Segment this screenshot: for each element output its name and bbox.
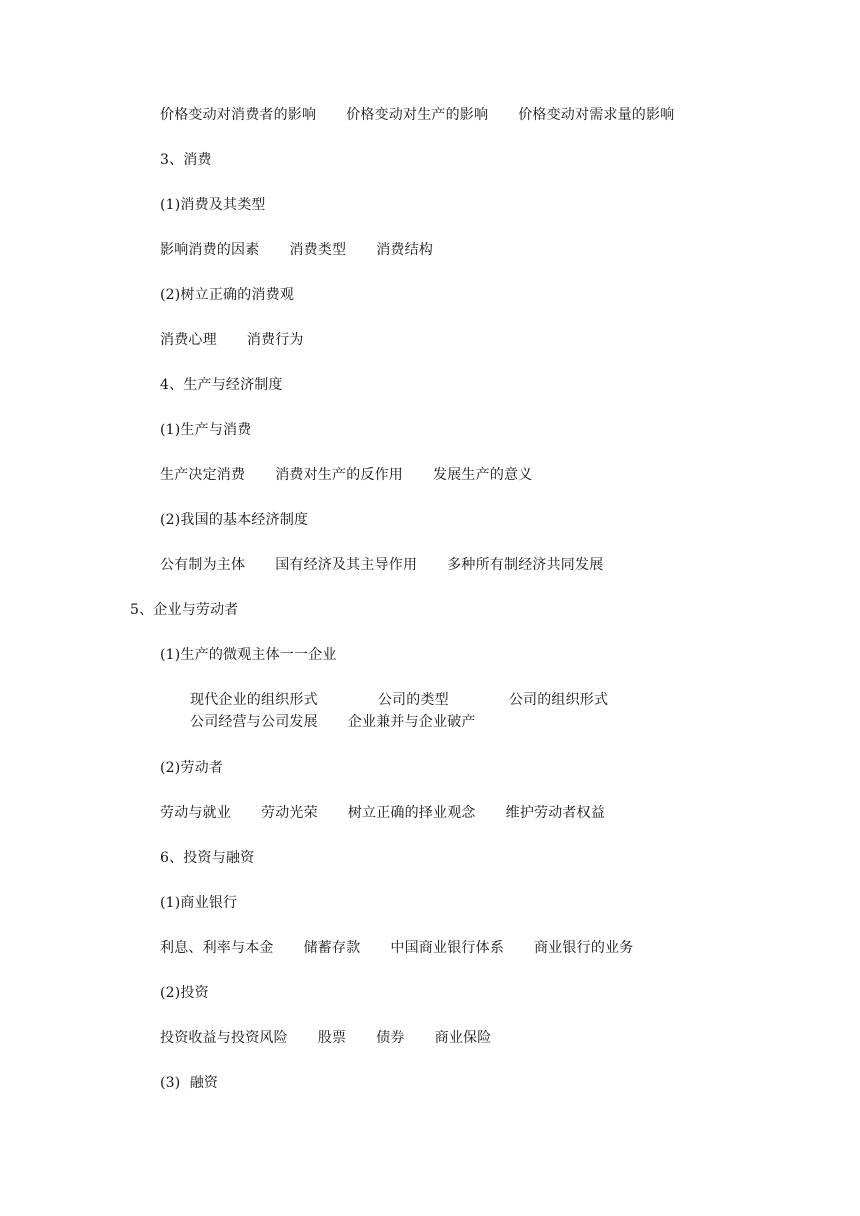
topic-item: 债券 [376, 1030, 405, 1046]
topic-item: 多种所有制经济共同发展 [447, 557, 604, 573]
consumption-topics-line [160, 240, 433, 260]
section-heading-production: 4、生产与经济制度 [160, 377, 283, 393]
topic-item: 劳动与就业 [160, 805, 231, 821]
topic-item: 消费心理 [160, 332, 217, 348]
subsection-heading: (2)投资 [160, 985, 209, 1001]
topic-item: 公有制为主体 [160, 557, 246, 573]
topic-item: 影响消费的因素 [160, 242, 260, 258]
topic-item: 公司的组织形式 [508, 692, 609, 708]
topic-item: 商业保险 [434, 1030, 492, 1046]
topic-item: 股票 [317, 1030, 347, 1046]
consumption-view-topics-line [160, 330, 304, 350]
subsection-heading: (3) 融资 [160, 1075, 219, 1091]
subsection-heading: (1)生产的微观主体一一企业 [160, 647, 337, 663]
price-change-topics-line [160, 105, 674, 125]
topic-item: 生产决定消费 [160, 467, 246, 483]
topic-item: 利息、利率与本金 [160, 940, 274, 956]
topic-item: 价格变动对生产的影响 [346, 107, 489, 123]
topic-item: 中国商业银行体系 [390, 940, 505, 956]
topic-item: 投资收益与投资风险 [160, 1030, 288, 1046]
subsection-heading: (1)生产与消费 [160, 422, 252, 438]
topic-item: 树立正确的择业观念 [347, 805, 476, 821]
topic-item: 维护劳动者权益 [505, 805, 606, 821]
enterprise-topics-line [130, 689, 740, 733]
topic-item: 商业银行的业务 [534, 940, 634, 956]
bank-topics-line [160, 938, 633, 958]
subsection-heading: (1)消费及其类型 [160, 197, 266, 213]
topic-item: 公司的类型 [377, 692, 449, 708]
topic-item: 消费结构 [376, 242, 434, 258]
topic-item: 劳动光荣 [261, 805, 318, 821]
production-topics-line [160, 465, 532, 485]
subsection-heading: (2)我国的基本经济制度 [160, 512, 309, 528]
subsection-heading: (2)劳动者 [160, 760, 224, 776]
topic-item: 消费行为 [246, 332, 304, 348]
labor-topics-line [160, 803, 605, 823]
topic-item: 现代企业的组织形式 [190, 692, 318, 708]
section-heading-consumption: 3、消费 [160, 152, 212, 168]
topic-item: 消费类型 [289, 242, 347, 258]
topic-item: 消费对生产的反作用 [275, 467, 404, 483]
economic-system-topics-line [160, 555, 603, 575]
topic-item: 价格变动对需求量的影响 [518, 107, 675, 123]
topic-item: 发展生产的意义 [433, 467, 533, 483]
topic-item: 公司经营与公司发展 [190, 714, 318, 730]
topic-item: 价格变动对消费者的影响 [160, 107, 317, 123]
investment-topics-line [160, 1028, 491, 1048]
subsection-heading: (2)树立正确的消费观 [160, 287, 295, 303]
subsection-heading: (1)商业银行 [160, 895, 238, 911]
topic-item: 企业兼并与企业破产 [347, 714, 476, 730]
section-heading-enterprise: 5、企业与劳动者 [130, 602, 239, 618]
topic-item: 国有经济及其主导作用 [275, 557, 418, 573]
topic-item: 储蓄存款 [303, 940, 361, 956]
section-heading-investment: 6、投资与融资 [160, 850, 255, 866]
